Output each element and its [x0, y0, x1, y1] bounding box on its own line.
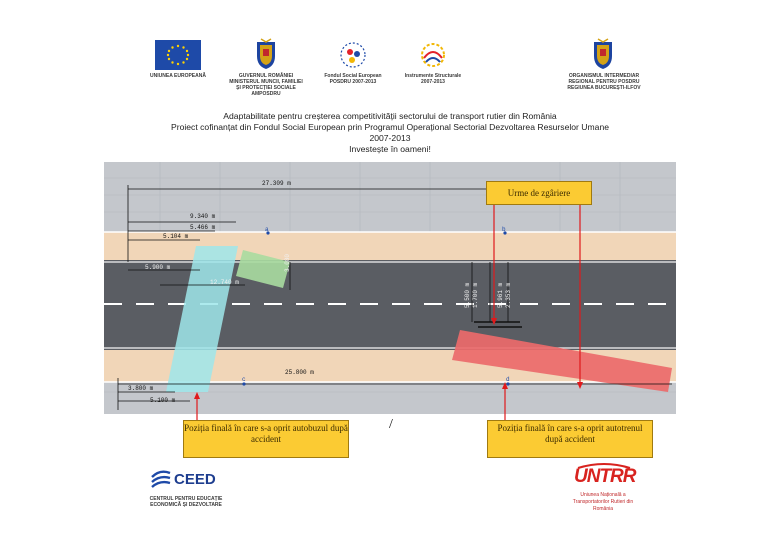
marker-b: b	[502, 226, 506, 233]
oi-caption: ORGANISMUL INTERMEDIAR REGIONAL PENTRU POSDRU REGIUNEA BUCUREȘTI-ILFOV	[567, 73, 641, 91]
structural-caption: Instrumente Structurale 2007-2013	[404, 73, 462, 85]
callout-skid-marks: Urme de zgâriere	[486, 181, 592, 205]
dim-label: 5.961 m	[497, 282, 504, 308]
project-title-line4: Investește în oameni!	[349, 144, 431, 154]
dim-label: 5.466 m	[190, 224, 216, 231]
ceed-title: CEED	[174, 471, 216, 488]
callout-bus-final: Poziția finală în care s-a oprit autobuzul după accident	[183, 420, 349, 458]
dim-label: 5.104 m	[163, 233, 189, 240]
eu-caption: UNIUNEA EUROPEANĂ	[150, 73, 206, 79]
marker-d: d	[506, 376, 510, 383]
dim-label: 25.800 m	[285, 369, 314, 376]
marker-a: a	[265, 226, 269, 233]
fse-caption: Fondul Social European POSDRU 2007-2013	[324, 73, 382, 85]
untrr-title: UNTRR	[574, 466, 636, 487]
ceed-caption: CENTRUL PENTRU EDUCAȚIE ECONOMICĂ ȘI DEZVOLTARE	[149, 496, 223, 508]
stray-slash: /	[389, 417, 393, 432]
dim-label: 5.100 m	[150, 397, 176, 404]
project-title-line3: 2007-2013	[369, 133, 411, 143]
dim-label: 27.309 m	[262, 180, 291, 187]
dim-label: 5.900 m	[145, 264, 171, 271]
dim-label: 9.340 m	[190, 213, 216, 220]
project-title-line1: Adaptabilitate pentru creșterea competitivității sectorului de transport rutier din România	[223, 111, 557, 121]
project-title-line2: Proiect cofinanțat din Fondul Social European prin Programul Operațional Sectorial Dezvoltarea Resurselor Umane	[170, 122, 610, 132]
ministry-caption: GUVERNUL ROMÂNIEI MINISTERUL MUNCII, FAMILIEI ȘI PROTECȚIEI SOCIALE AMPOSDRU	[229, 73, 303, 97]
dim-label: 12.740 m	[210, 279, 239, 286]
dim-label: 3.800 m	[128, 385, 154, 392]
untrr-caption: Uniunea Națională a Transportatorilor Rutieri din România	[572, 492, 634, 512]
dim-label: 1.700 m	[472, 282, 479, 308]
dim-label: 3.080	[284, 253, 291, 272]
callout-truck-final: Poziția finală în care s-a oprit autotrenul după accident	[487, 420, 653, 458]
dim-label: 2.353 m	[505, 282, 512, 308]
upper-shoulder	[104, 232, 676, 260]
dim-label: 5.500 m	[464, 282, 471, 308]
marker-c: c	[242, 376, 246, 383]
